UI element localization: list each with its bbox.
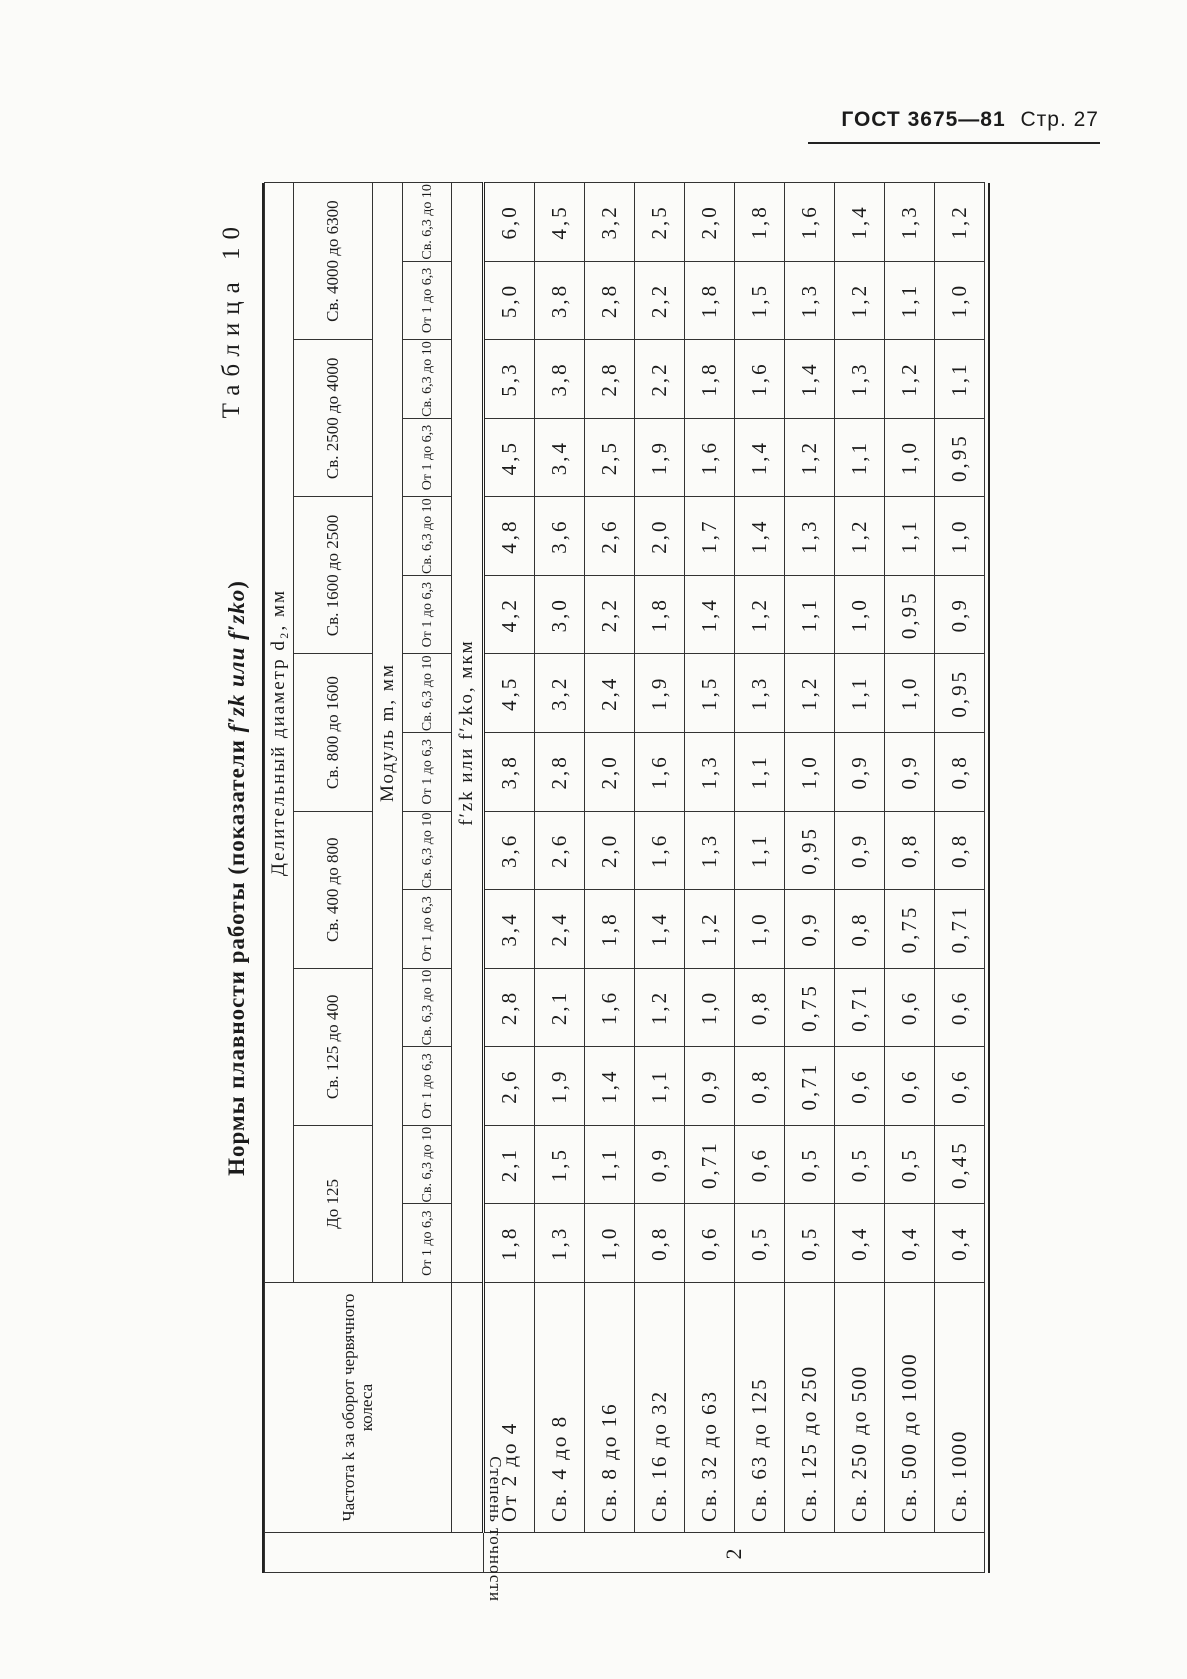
value-cell: 1,0 xyxy=(885,654,935,733)
value-cell: 0,6 xyxy=(885,968,935,1047)
table-row xyxy=(835,183,885,1573)
table-bottom-rule xyxy=(988,183,990,1573)
value-cell: 1,4 xyxy=(785,340,835,419)
value-cell: 2,5 xyxy=(635,183,685,262)
value-cell: 0,9 xyxy=(635,1125,685,1204)
value-cell: 1,1 xyxy=(635,1047,685,1126)
value-cell: 2,6 xyxy=(585,497,635,576)
value-cell: 0,6 xyxy=(735,1125,785,1204)
value-cell: 0,75 xyxy=(885,890,935,969)
value-cell: 1,2 xyxy=(835,261,885,340)
value-cell: 3,2 xyxy=(535,654,585,733)
table-row xyxy=(585,183,635,1573)
value-cell: 3,8 xyxy=(484,733,535,812)
value-cell: 3,2 xyxy=(585,183,635,262)
page-header xyxy=(841,108,1099,132)
diameter-range-5: Св. 2500 до 4000 xyxy=(294,340,373,497)
standard-number: ГОСТ 3675—81 xyxy=(841,108,1006,131)
value-cell: 0,71 xyxy=(935,890,985,969)
value-cell: 3,0 xyxy=(535,575,585,654)
value-cell: 0,8 xyxy=(635,1204,685,1283)
module-range: Св. 6,3 до 10 xyxy=(403,497,452,576)
freq-range: Св. 4 до 8 xyxy=(535,1283,585,1533)
value-cell: 1,1 xyxy=(885,497,935,576)
value-cell: 0,6 xyxy=(935,1047,985,1126)
freq-range: Св. 8 до 16 xyxy=(585,1283,635,1533)
value-cell: 1,4 xyxy=(735,497,785,576)
table-row xyxy=(935,183,985,1573)
value-cell: 1,8 xyxy=(635,575,685,654)
value-cell: 4,5 xyxy=(535,183,585,262)
value-cell: 1,1 xyxy=(935,340,985,419)
value-cell: 0,9 xyxy=(685,1047,735,1126)
value-cell: 1,4 xyxy=(585,1047,635,1126)
module-range: Св. 6,3 до 10 xyxy=(403,1125,452,1204)
value-cell: 1,0 xyxy=(735,890,785,969)
value-cell: 4,2 xyxy=(484,575,535,654)
value-cell: 0,4 xyxy=(935,1204,985,1283)
norms-table xyxy=(264,182,985,1602)
value-cell: 1,5 xyxy=(685,654,735,733)
value-cell: 1,6 xyxy=(685,418,735,497)
value-cell: 1,0 xyxy=(935,497,985,576)
value-cell: 1,8 xyxy=(735,183,785,262)
value-cell: 2,2 xyxy=(585,575,635,654)
value-cell: 1,6 xyxy=(635,733,685,812)
value-cell: 1,8 xyxy=(685,340,735,419)
module-range: Св. 6,3 до 10 xyxy=(403,340,452,419)
value-cell: 1,6 xyxy=(735,340,785,419)
value-cell: 1,3 xyxy=(885,183,935,262)
value-cell: 2,0 xyxy=(585,811,635,890)
freq-range: Св. 125 до 250 xyxy=(785,1283,835,1533)
value-cell: 0,6 xyxy=(935,968,985,1047)
table-row xyxy=(685,183,735,1573)
value-cell: 2,2 xyxy=(635,261,685,340)
value-cell: 1,3 xyxy=(685,733,735,812)
freq-header: Частота k за оборот червячного колеса xyxy=(265,1283,452,1533)
value-cell: 3,8 xyxy=(535,340,585,419)
diameter-range-4: Св. 1600 до 2500 xyxy=(294,497,373,654)
value-cell: 1,2 xyxy=(685,890,735,969)
table-caption xyxy=(212,183,264,1573)
freq-range: Св. 500 до 1000 xyxy=(885,1283,935,1533)
value-cell: 1,8 xyxy=(585,890,635,969)
module-range: От 1 до 6,3 xyxy=(403,261,452,340)
grade-value: 2 xyxy=(484,1533,985,1573)
value-cell: 1,2 xyxy=(935,183,985,262)
value-cell: 4,5 xyxy=(484,654,535,733)
value-cell: 0,5 xyxy=(835,1125,885,1204)
value-header: f′zk или f′zko, мкм xyxy=(452,183,484,1283)
value-cell: 1,9 xyxy=(635,654,685,733)
value-cell: 2,4 xyxy=(535,890,585,969)
value-cell: 0,9 xyxy=(835,811,885,890)
module-range: От 1 до 6,3 xyxy=(403,1047,452,1126)
module-range: Св. 6,3 до 10 xyxy=(403,654,452,733)
value-cell: 1,8 xyxy=(484,1204,535,1283)
value-cell: 2,5 xyxy=(585,418,635,497)
value-cell: 0,95 xyxy=(785,811,835,890)
diameter-range-1: Св. 125 до 400 xyxy=(294,968,373,1125)
value-cell: 3,8 xyxy=(535,261,585,340)
value-cell: 1,5 xyxy=(735,261,785,340)
value-cell: 2,0 xyxy=(635,497,685,576)
value-cell: 1,1 xyxy=(835,418,885,497)
value-cell: 0,9 xyxy=(935,575,985,654)
value-cell: 3,6 xyxy=(535,497,585,576)
value-cell: 2,8 xyxy=(585,340,635,419)
value-cell: 0,75 xyxy=(785,968,835,1047)
value-cell: 1,3 xyxy=(535,1204,585,1283)
grade-header: Степень точности xyxy=(486,1456,505,1602)
freq-range: Св. 1000 xyxy=(935,1283,985,1533)
value-cell: 1,0 xyxy=(885,418,935,497)
value-cell: 0,6 xyxy=(885,1047,935,1126)
value-cell: 0,6 xyxy=(685,1204,735,1283)
value-cell: 1,2 xyxy=(835,497,885,576)
value-cell: 1,0 xyxy=(785,733,835,812)
value-cell: 1,1 xyxy=(785,575,835,654)
diameter-range-6: Св. 4000 до 6300 xyxy=(294,183,373,340)
rotated-table-block xyxy=(212,183,997,1602)
module-range: Св. 6,3 до 10 xyxy=(403,183,452,262)
value-cell: 2,2 xyxy=(635,340,685,419)
table-row xyxy=(535,183,585,1573)
freq-range: Св. 63 до 125 xyxy=(735,1283,785,1533)
value-cell: 2,0 xyxy=(585,733,635,812)
value-cell: 1,2 xyxy=(885,340,935,419)
grade-header-cell xyxy=(265,1456,505,1602)
table-row xyxy=(484,183,535,1573)
value-cell: 0,95 xyxy=(935,654,985,733)
module-range: От 1 до 6,3 xyxy=(403,733,452,812)
value-cell: 0,8 xyxy=(735,968,785,1047)
value-cell: 1,5 xyxy=(535,1125,585,1204)
value-cell: 1,4 xyxy=(685,575,735,654)
value-cell: 1,6 xyxy=(635,811,685,890)
page-number: Стр. 27 xyxy=(1020,108,1099,131)
value-cell: 5,3 xyxy=(484,340,535,419)
value-cell: 0,4 xyxy=(885,1204,935,1283)
value-cell: 1,4 xyxy=(835,183,885,262)
value-cell: 6,0 xyxy=(484,183,535,262)
value-cell: 0,9 xyxy=(785,890,835,969)
module-range: Св. 6,3 до 10 xyxy=(403,968,452,1047)
table-row xyxy=(735,183,785,1573)
value-cell: 1,3 xyxy=(735,654,785,733)
value-cell: 2,8 xyxy=(585,261,635,340)
value-cell: 0,9 xyxy=(885,733,935,812)
table-row xyxy=(885,183,935,1573)
value-cell: 1,0 xyxy=(935,261,985,340)
module-range: От 1 до 6,3 xyxy=(403,890,452,969)
diameter-range-3: Св. 800 до 1600 xyxy=(294,654,373,811)
value-cell: 1,9 xyxy=(635,418,685,497)
value-cell: 0,5 xyxy=(885,1125,935,1204)
value-cell: 1,1 xyxy=(585,1125,635,1204)
module-range: От 1 до 6,3 xyxy=(403,575,452,654)
module-header: Модуль m, мм xyxy=(373,183,403,1283)
value-cell: 0,8 xyxy=(885,811,935,890)
table-number: Таблица 10 xyxy=(218,219,245,419)
value-cell: 3,4 xyxy=(535,418,585,497)
value-cell: 2,6 xyxy=(535,811,585,890)
value-cell: 1,6 xyxy=(785,183,835,262)
value-cell: 1,0 xyxy=(835,575,885,654)
table-row xyxy=(785,183,835,1573)
value-cell: 1,1 xyxy=(885,261,935,340)
value-cell: 3,6 xyxy=(484,811,535,890)
value-cell: 0,95 xyxy=(935,418,985,497)
value-cell: 2,4 xyxy=(585,654,635,733)
freq-range: От 2 до 4 xyxy=(484,1283,535,1533)
value-cell: 2,6 xyxy=(484,1047,535,1126)
value-cell: 0,71 xyxy=(685,1125,735,1204)
value-cell: 1,1 xyxy=(735,811,785,890)
value-cell: 1,2 xyxy=(785,418,835,497)
value-cell: 0,8 xyxy=(935,811,985,890)
value-cell: 0,9 xyxy=(835,733,885,812)
value-cell: 0,8 xyxy=(735,1047,785,1126)
table-title: Нормы плавности работы (показатели f′zk или f′zko) xyxy=(224,580,249,1176)
value-cell: 0,71 xyxy=(785,1047,835,1126)
value-cell: 0,8 xyxy=(835,890,885,969)
value-cell: 3,4 xyxy=(484,890,535,969)
value-cell: 1,6 xyxy=(585,968,635,1047)
value-cell: 2,8 xyxy=(535,733,585,812)
value-cell: 0,5 xyxy=(785,1125,835,1204)
value-cell: 1,3 xyxy=(685,811,735,890)
value-cell: 0,71 xyxy=(835,968,885,1047)
value-cell: 0,95 xyxy=(885,575,935,654)
value-cell: 1,4 xyxy=(635,890,685,969)
value-cell: 0,5 xyxy=(735,1204,785,1283)
value-cell: 0,6 xyxy=(835,1047,885,1126)
value-cell: 0,5 xyxy=(785,1204,835,1283)
value-cell: 1,3 xyxy=(835,340,885,419)
value-cell: 2,1 xyxy=(484,1125,535,1204)
value-cell: 1,3 xyxy=(785,261,835,340)
module-range: Св. 6,3 до 10 xyxy=(403,811,452,890)
diameter-header: Делительный диаметр d₂, мм xyxy=(265,183,294,1283)
diameter-range-2: Св. 400 до 800 xyxy=(294,811,373,968)
value-cell: 1,2 xyxy=(635,968,685,1047)
value-cell: 1,8 xyxy=(685,261,735,340)
table-row xyxy=(635,183,685,1573)
value-cell: 1,1 xyxy=(835,654,885,733)
header-rule xyxy=(808,142,1100,144)
value-cell: 1,2 xyxy=(735,575,785,654)
value-cell: 5,0 xyxy=(484,261,535,340)
value-cell: 1,1 xyxy=(735,733,785,812)
freq-range: Св. 16 до 32 xyxy=(635,1283,685,1533)
value-cell: 1,4 xyxy=(735,418,785,497)
value-cell: 2,1 xyxy=(535,968,585,1047)
value-cell: 0,45 xyxy=(935,1125,985,1204)
freq-header-spacer xyxy=(452,1283,484,1533)
value-cell: 1,0 xyxy=(685,968,735,1047)
value-cell: 1,0 xyxy=(585,1204,635,1283)
value-cell: 1,3 xyxy=(785,497,835,576)
value-cell: 0,8 xyxy=(935,733,985,812)
freq-range: Св. 32 до 63 xyxy=(685,1283,735,1533)
module-range: От 1 до 6,3 xyxy=(403,1204,452,1283)
diameter-range-0: До 125 xyxy=(294,1125,373,1282)
value-cell: 0,4 xyxy=(835,1204,885,1283)
value-cell: 1,9 xyxy=(535,1047,585,1126)
value-cell: 2,0 xyxy=(685,183,735,262)
value-cell: 1,7 xyxy=(685,497,735,576)
module-range: От 1 до 6,3 xyxy=(403,418,452,497)
value-cell: 4,8 xyxy=(484,497,535,576)
value-cell: 4,5 xyxy=(484,418,535,497)
value-cell: 2,8 xyxy=(484,968,535,1047)
freq-range: Св. 250 до 500 xyxy=(835,1283,885,1533)
value-cell: 1,2 xyxy=(785,654,835,733)
